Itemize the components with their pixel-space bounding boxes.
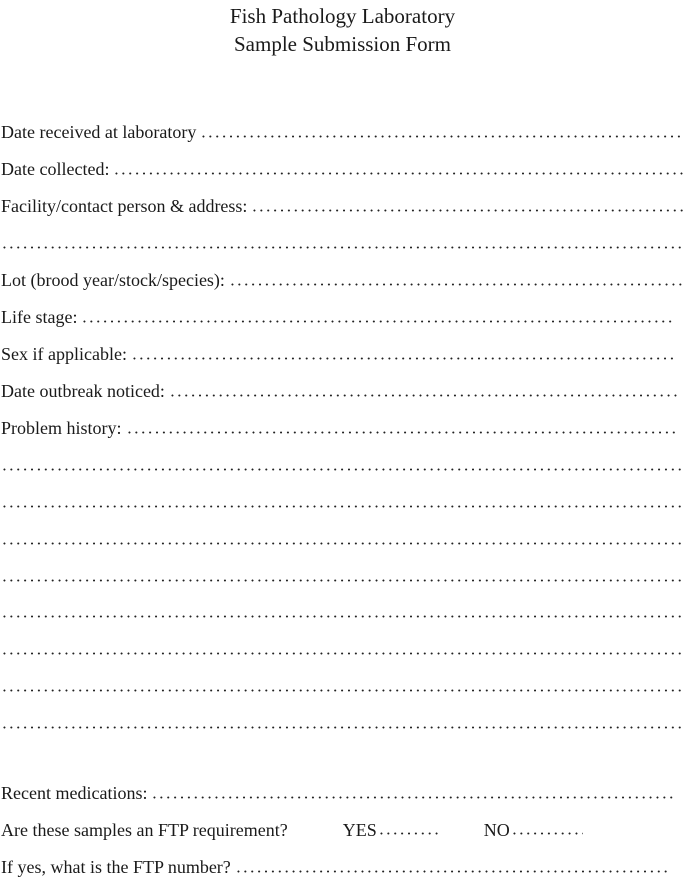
- problem-history-line-5: [1, 564, 683, 588]
- facility-contact-label: Facility/contact person & address:: [1, 196, 248, 216]
- ftp-number-label: If yes, what is the FTP number?: [1, 857, 231, 877]
- sex-label: Sex if applicable:: [1, 344, 127, 364]
- problem-history-line-9: [1, 711, 683, 735]
- problem-history-line-7: [1, 637, 683, 661]
- facility-contact-field-line-2[interactable]: [1, 246, 683, 249]
- facility-contact-field[interactable]: [251, 209, 683, 212]
- date-received-field[interactable]: [200, 135, 683, 138]
- life-stage-row: [1, 305, 675, 329]
- problem-history-line-2: [1, 453, 683, 477]
- problem-history-line-8: [1, 674, 683, 698]
- ftp-number-field[interactable]: [235, 870, 671, 873]
- ftp-yes-label: YES: [342, 820, 377, 840]
- date-received-row: [1, 120, 683, 144]
- ftp-number-row: [1, 855, 671, 879]
- date-received-label: Date received at laboratory: [1, 122, 197, 142]
- date-collected-field[interactable]: [113, 172, 683, 175]
- ftp-yes-option[interactable]: [343, 818, 440, 842]
- date-collected-row: [1, 157, 683, 181]
- sex-row: [1, 342, 674, 366]
- facility-contact-row-2: [1, 231, 683, 255]
- date-outbreak-row: [1, 379, 679, 403]
- problem-history-field-line-5[interactable]: [1, 579, 683, 582]
- problem-history-field-line-8[interactable]: [1, 689, 683, 692]
- problem-history-field-line-6[interactable]: [1, 615, 683, 618]
- life-stage-label: Life stage:: [1, 307, 78, 327]
- date-outbreak-label: Date outbreak noticed:: [1, 381, 165, 401]
- life-stage-field[interactable]: [81, 320, 675, 323]
- ftp-requirement-label: Are these samples an FTP requirement?: [1, 820, 288, 840]
- recent-medications-row: [1, 781, 673, 805]
- ftp-yes-field[interactable]: [378, 832, 440, 835]
- problem-history-field-line-3[interactable]: [1, 505, 683, 508]
- date-outbreak-field[interactable]: [169, 394, 679, 397]
- problem-history-field-line-2[interactable]: [1, 468, 683, 471]
- ftp-no-label: NO: [483, 820, 510, 840]
- facility-contact-row: [1, 194, 683, 218]
- recent-medications-field[interactable]: [151, 796, 673, 799]
- lab-title: Fish Pathology Laboratory: [229, 4, 456, 28]
- form-header: [0, 2, 685, 58]
- problem-history-field-line-4[interactable]: [1, 542, 683, 545]
- problem-history-row: [1, 416, 679, 440]
- problem-history-field-line-9[interactable]: [1, 726, 683, 729]
- lot-label: Lot (brood year/stock/species):: [1, 270, 225, 290]
- lot-row: [1, 268, 683, 292]
- problem-history-line-3: [1, 490, 683, 514]
- problem-history-line-6: [1, 600, 683, 624]
- problem-history-field[interactable]: [126, 431, 680, 434]
- problem-history-line-4: [1, 527, 683, 551]
- lot-field[interactable]: [229, 283, 683, 286]
- problem-history-label: Problem history:: [1, 418, 122, 438]
- problem-history-field-line-7[interactable]: [1, 652, 683, 655]
- date-collected-label: Date collected:: [1, 159, 110, 179]
- ftp-requirement-row: [1, 818, 683, 842]
- ftp-no-option[interactable]: [484, 818, 583, 842]
- sex-field[interactable]: [131, 357, 674, 360]
- recent-medications-label: Recent medications:: [1, 783, 148, 803]
- form-title: Sample Submission Form: [233, 32, 452, 56]
- ftp-no-field[interactable]: [511, 832, 583, 835]
